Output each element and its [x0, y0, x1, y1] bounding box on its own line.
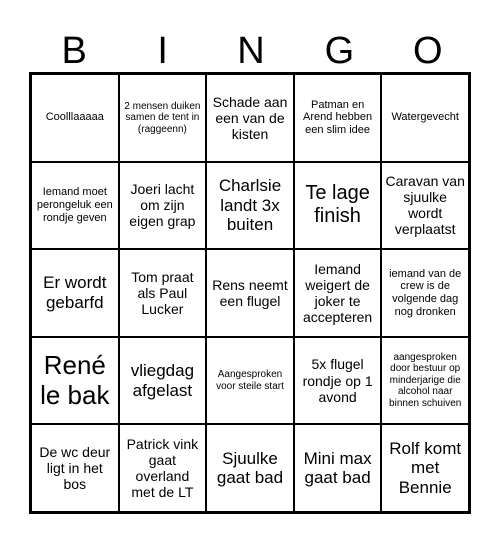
bingo-cell[interactable]: Patrick vink gaat overland met de LT	[119, 424, 207, 512]
bingo-cell[interactable]: iemand van de crew is de volgende dag nog dronken	[381, 249, 469, 337]
bingo-cell[interactable]: Aangesproken voor steile start	[206, 337, 294, 425]
bingo-cell[interactable]: De wc deur ligt in het bos	[31, 424, 119, 512]
bingo-grid	[29, 72, 471, 514]
bingo-cell[interactable]: Rolf komt met Bennie	[381, 424, 469, 512]
bingo-cell[interactable]: Iemand weigert de joker te accepteren	[294, 249, 382, 337]
bingo-cell[interactable]: Patman en Arend hebben een slim idee	[294, 74, 382, 162]
bingo-cell[interactable]: aangesproken door bestuur op minderjarige die alcohol naar binnen schuiven	[381, 337, 469, 425]
bingo-header	[30, 28, 472, 74]
bingo-cell[interactable]: vliegdag afgelast	[119, 337, 207, 425]
bingo-cell[interactable]: Charlsie landt 3x buiten	[206, 162, 294, 250]
bingo-cell[interactable]: Te lage finish	[294, 162, 382, 250]
header-letter-b: B	[61, 30, 87, 72]
bingo-cell[interactable]: Rens neemt een flugel	[206, 249, 294, 337]
bingo-cell[interactable]: Joeri lacht om zijn eigen grap	[119, 162, 207, 250]
bingo-cell[interactable]: Sjuulke gaat bad	[206, 424, 294, 512]
bingo-cell[interactable]: Iemand moet perongeluk een rondje geven	[31, 162, 119, 250]
bingo-cell[interactable]: René le bak	[31, 337, 119, 425]
header-letter-n: N	[237, 30, 265, 72]
bingo-cell[interactable]: 2 mensen duiken samen de tent in (raggeenn)	[119, 74, 207, 162]
header-letter-g: G	[324, 30, 355, 72]
bingo-cell[interactable]: Caravan van sjuulke wordt verplaatst	[381, 162, 469, 250]
bingo-cell[interactable]: Coolllaaaaa	[31, 74, 119, 162]
bingo-cell[interactable]: Er wordt gebarfd	[31, 249, 119, 337]
bingo-cell[interactable]: 5x flugel rondje op 1 avond	[294, 337, 382, 425]
bingo-cell[interactable]: Schade aan een van de kisten	[206, 74, 294, 162]
header-letter-o: O	[413, 30, 443, 72]
bingo-cell[interactable]: Tom praat als Paul Lucker	[119, 249, 207, 337]
header-letter-i: I	[157, 30, 168, 72]
bingo-cell[interactable]: Mini max gaat bad	[294, 424, 382, 512]
bingo-cell[interactable]: Watergevecht	[381, 74, 469, 162]
